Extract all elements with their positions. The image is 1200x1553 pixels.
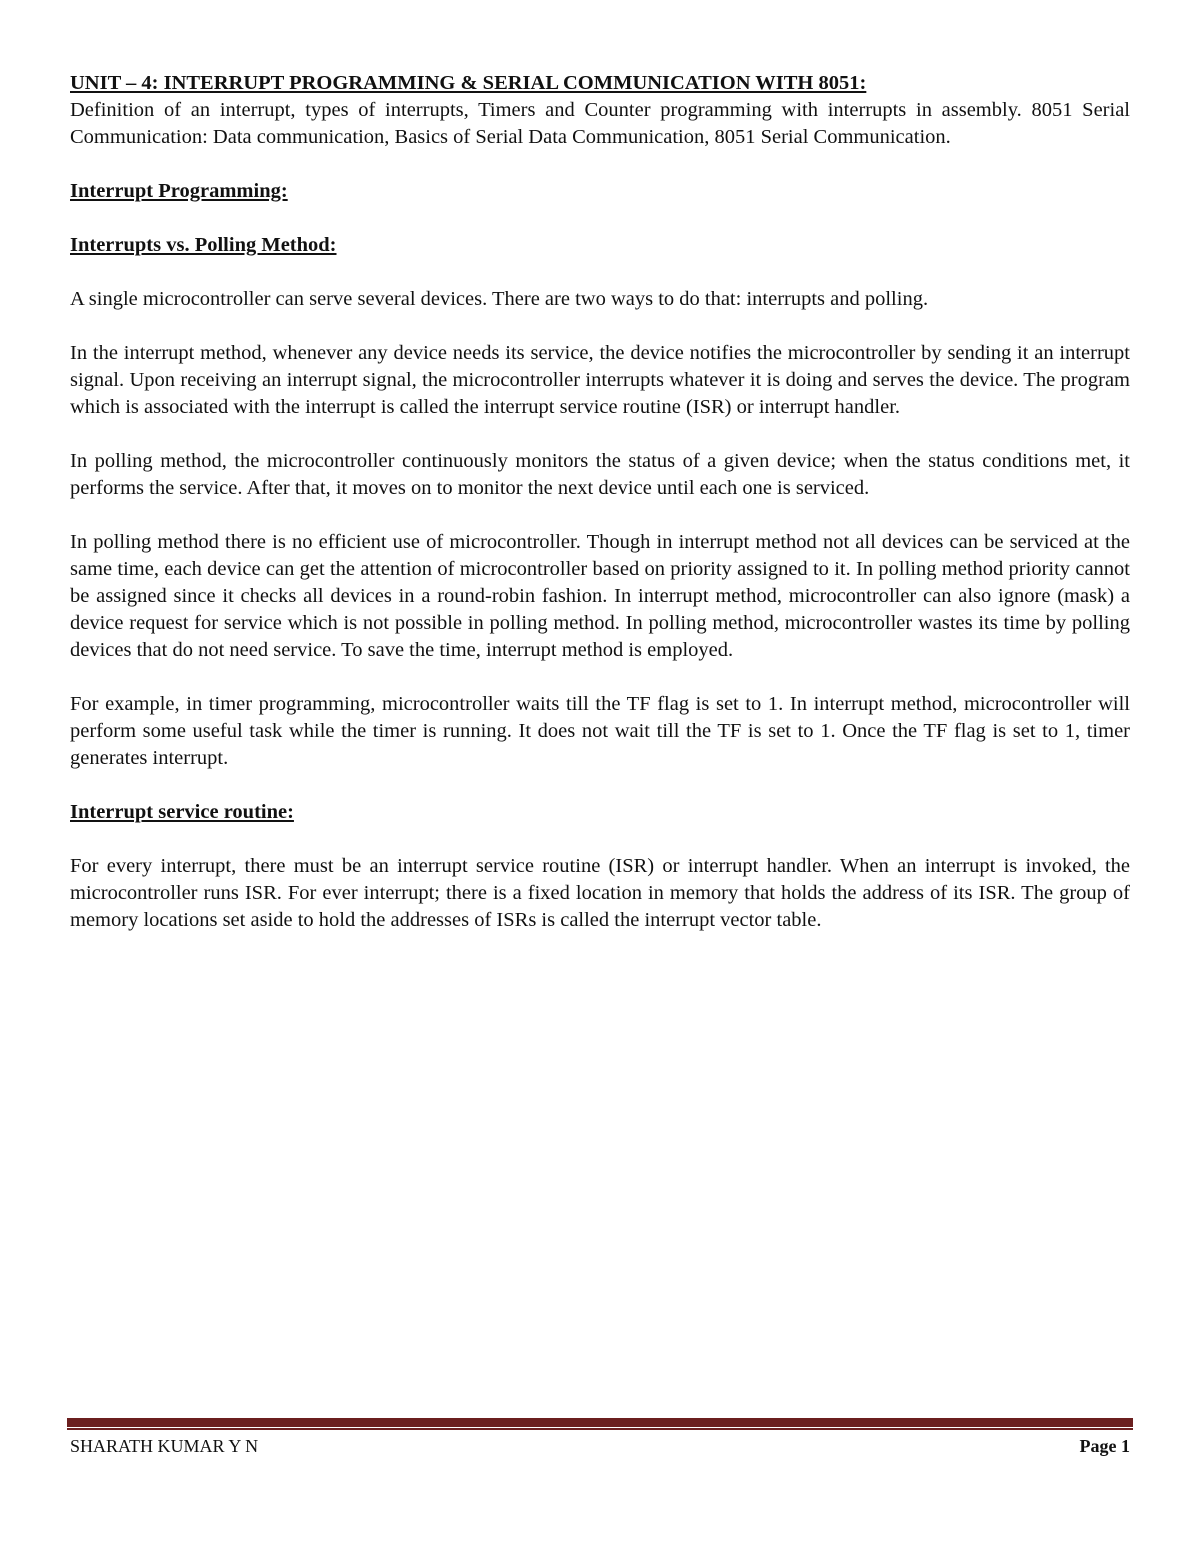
paragraph-timer-example: For example, in timer programming, microcontroller waits till the TF flag is set to 1. In interrupt method, microcontroller will perform some useful task while the timer is running. It does not wait till the TF is set to 1. Once the TF flag is set to 1, timer generates interrupt. [70, 693, 1130, 769]
footer-rule-thin [67, 1428, 1133, 1430]
paragraph-interrupt-method: In the interrupt method, whenever any device needs its service, the device notifies the microcontroller by sending it an interrupt signal. Upon receiving an interrupt signal, the microcontroller interrupts whatever it is doing and serves the device. The program which is associated with the interrupt is called the interrupt service routine (ISR) or interrupt handler. [70, 342, 1130, 418]
footer-rule [67, 1418, 1133, 1427]
spacer [70, 826, 1130, 853]
paragraph-isr-definition: For every interrupt, there must be an interrupt service routine (ISR) or interrupt handler. When an interrupt is invoked, the microcontroller runs ISR. For ever interrupt; there is a fixed location in memory that holds the address of its ISR. The group of memory locations set aside to hold the addresses of ISRs is called the interrupt vector table. [70, 855, 1130, 931]
page-footer [70, 1434, 1130, 1458]
spacer [70, 502, 1130, 529]
paragraph-devices-overview: A single microcontroller can serve several devices. There are two ways to do that: interrupts and polling. [70, 288, 929, 310]
spacer [70, 151, 1130, 178]
unit-title: UNIT – 4: INTERRUPT PROGRAMMING & SERIAL COMMUNICATION WITH 8051: [70, 72, 867, 94]
footer-author: SHARATH KUMAR Y N [70, 1436, 259, 1456]
spacer [70, 313, 1130, 340]
spacer [70, 664, 1130, 691]
section-heading-isr: Interrupt service routine: [70, 801, 294, 823]
spacer [70, 772, 1130, 799]
document-body [70, 70, 1130, 934]
paragraph-comparison: In polling method there is no efficient use of microcontroller. Though in interrupt method not all devices can be serviced at the same time, each device can get the attention of microcontroller based on priority assigned to it. In polling method priority cannot be assigned since it checks all devices in a round-robin fashion. In interrupt method, microcontroller can also ignore (mask) a device request for service which is not possible in polling method. In polling method, microcontroller wastes its time by polling devices that do not need service. To save the time, interrupt method is employed. [70, 531, 1130, 661]
spacer [70, 205, 1130, 232]
syllabus-paragraph: Definition of an interrupt, types of interrupts, Timers and Counter programming with interrupts in assembly. 8051 Serial Communication: Data communication, Basics of Serial Data Communication, 8051 Serial Communication. [70, 99, 1130, 148]
paragraph-polling-method: In polling method, the microcontroller continuously monitors the status of a given device; when the status conditions met, it performs the service. After that, it moves on to monitor the next device until each one is serviced. [70, 450, 1130, 499]
section-heading-interrupt-programming: Interrupt Programming: [70, 180, 288, 202]
section-heading-interrupts-vs-polling: Interrupts vs. Polling Method: [70, 234, 337, 256]
spacer [70, 421, 1130, 448]
footer-page-number: Page 1 [1079, 1436, 1130, 1456]
spacer [70, 259, 1130, 286]
